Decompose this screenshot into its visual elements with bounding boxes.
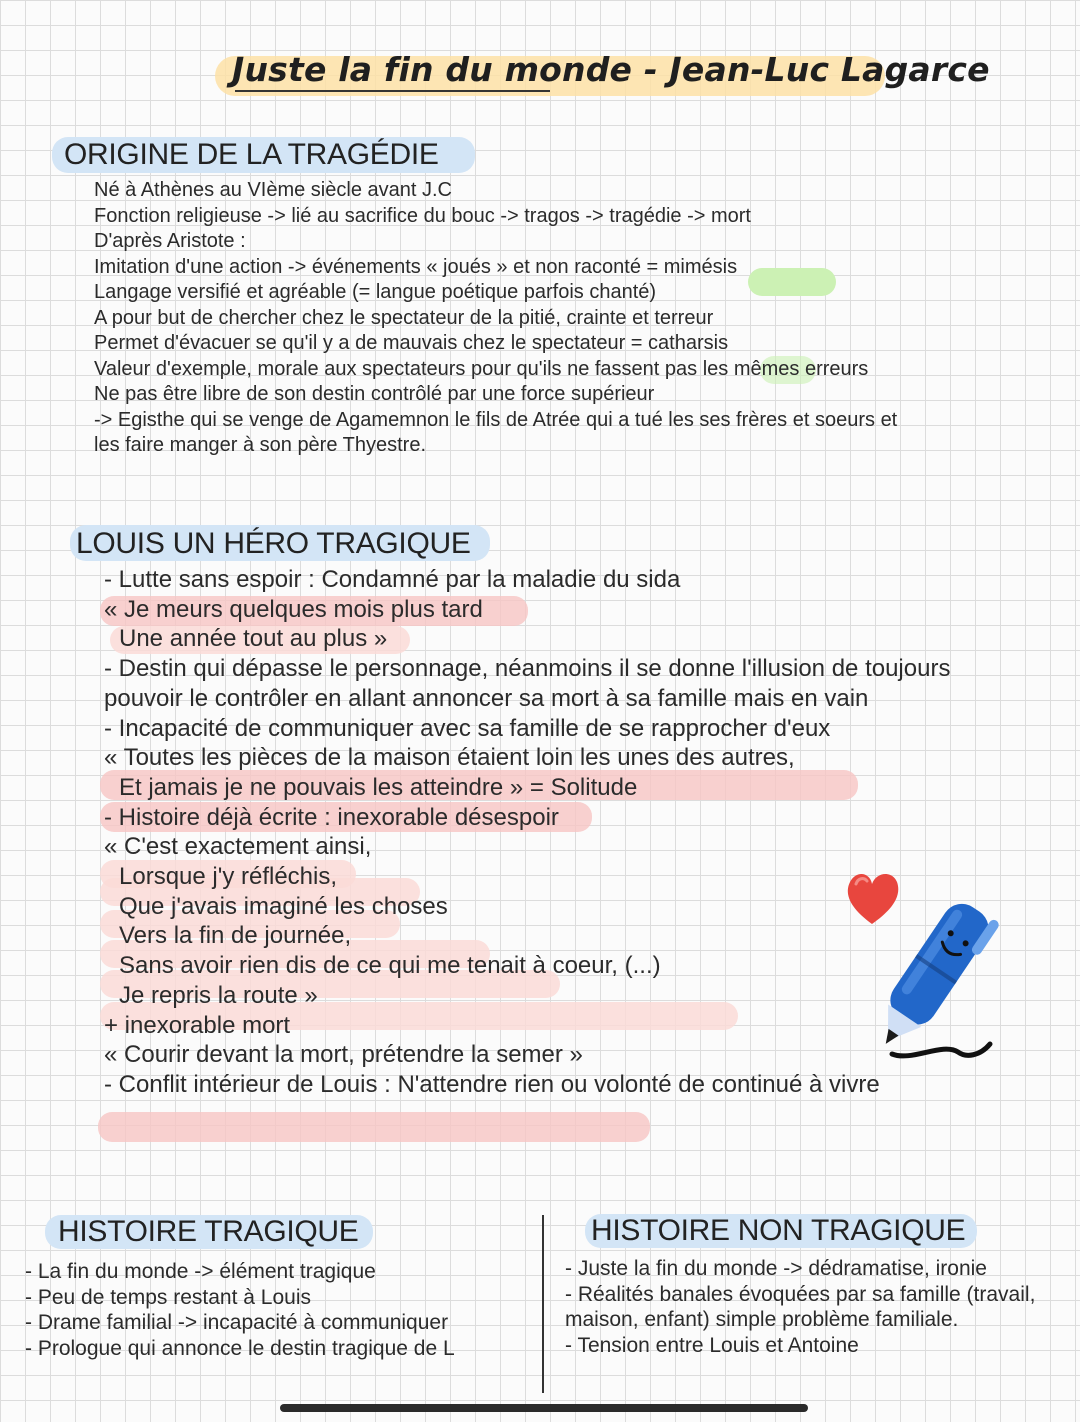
- origin-line: D'après Aristote :: [94, 230, 246, 252]
- louis-line: pouvoir le contrôler en allant annoncer sa mort à sa famille mais en vain: [104, 684, 869, 712]
- louis-line: « Je meurs quelques mois plus tard: [104, 595, 483, 623]
- origin-line: A pour but de chercher chez le spectateur de la pitié, crainte et terreur: [94, 306, 714, 329]
- origin-heading: ORIGINE DE LA TRAGÉDIE: [64, 138, 439, 171]
- louis-line: - Destin qui dépasse le personnage, néanmoins il se donne l'illusion de toujours: [104, 655, 951, 683]
- louis-line: Et jamais je ne pouvais les atteindre » = Solitude: [119, 773, 638, 801]
- title-underline: [235, 90, 550, 92]
- origin-line: Langage versifié et agréable (= langue poétique parfois chanté): [94, 281, 657, 303]
- louis-heading: LOUIS UN HÉRO TRAGIQUE: [76, 527, 471, 560]
- origin-line: Imitation d'une action -> événements « joués » et non raconté = mimésis: [94, 255, 738, 278]
- louis-line: Lorsque j'y réfléchis,: [119, 863, 338, 891]
- home-indicator: [280, 1404, 808, 1412]
- tragic-body: [25, 1259, 455, 1362]
- origin-line: Fonction religieuse -> lié au sacrifice du bouc -> tragos -> tragédie -> mort: [94, 204, 751, 227]
- non-tragic-line: - Réalités banales évoquées par sa famille (travail,: [565, 1282, 1036, 1306]
- origin-line: Valeur d'exemple, morale aux spectateurs pour qu'ils ne fassent pas les mêmes erreurs: [94, 357, 869, 380]
- page-title: [232, 50, 990, 89]
- louis-line: Sans avoir rien dis de ce qui me tenait à coeur, (...): [119, 952, 661, 980]
- louis-line: Je repris la route »: [119, 981, 318, 1009]
- non-tragic-body: [565, 1256, 1035, 1359]
- non-tragic-line: - Tension entre Louis et Antoine: [565, 1334, 859, 1358]
- title-work: Juste la fin du monde: [232, 50, 633, 89]
- pink-highlight: [98, 1112, 650, 1142]
- non-tragic-line: - Juste la fin du monde -> dédramatise, ironie: [565, 1257, 987, 1280]
- louis-line: - Incapacité de communiquer avec sa famille de se rapprocher d'eux: [104, 714, 831, 742]
- origin-line: Ne pas être libre de son destin contrôlé par une force supérieur: [94, 383, 655, 405]
- title-author: - Jean-Luc Lagarce: [632, 50, 990, 89]
- tragic-line: - La fin du monde -> élément tragique: [25, 1260, 376, 1283]
- tragic-line: - Prologue qui annonce le destin tragique de L: [25, 1337, 455, 1361]
- origin-line: les faire manger à son père Thyestre.: [94, 434, 427, 456]
- tragic-heading: HISTOIRE TRAGIQUE: [58, 1215, 359, 1248]
- non-tragic-line: maison, enfant) simple problème familiale.: [565, 1308, 959, 1332]
- origin-body: [94, 178, 897, 459]
- louis-body: [104, 565, 950, 1100]
- louis-line: - Conflit intérieur de Louis : N'attendre rien ou volonté de continué à vivre: [104, 1070, 880, 1098]
- louis-line: « Toutes les pièces de la maison étaient loin les unes des autres,: [104, 744, 795, 772]
- louis-line: - Histoire déjà écrite : inexorable désespoir: [104, 803, 559, 831]
- column-divider: [542, 1215, 544, 1393]
- origin-line: Né à Athènes au VIème siècle avant J.C: [94, 179, 452, 201]
- non-tragic-heading: HISTOIRE NON TRAGIQUE: [591, 1214, 966, 1247]
- louis-line: Vers la fin de journée,: [119, 922, 352, 950]
- tragic-line: - Peu de temps restant à Louis: [25, 1285, 311, 1309]
- smiling-pen-icon: [862, 892, 1004, 1068]
- tragic-line: - Drame familial -> incapacité à communiquer: [25, 1311, 449, 1335]
- origin-line: -> Egisthe qui se venge de Agamemnon le fils de Atrée qui a tué les ses frères et soeurs et: [94, 408, 898, 431]
- louis-line: - Lutte sans espoir : Condamné par la maladie du sida: [104, 566, 681, 593]
- origin-line: Permet d'évacuer se qu'il y a de mauvais chez le spectateur = catharsis: [94, 332, 729, 354]
- louis-line: Une année tout au plus »: [119, 625, 388, 653]
- louis-line: « Courir devant la mort, prétendre la semer »: [104, 1041, 583, 1069]
- louis-line: + inexorable mort: [104, 1011, 291, 1039]
- louis-line: Que j'avais imaginé les choses: [119, 892, 448, 920]
- louis-line: « C'est exactement ainsi,: [104, 833, 372, 861]
